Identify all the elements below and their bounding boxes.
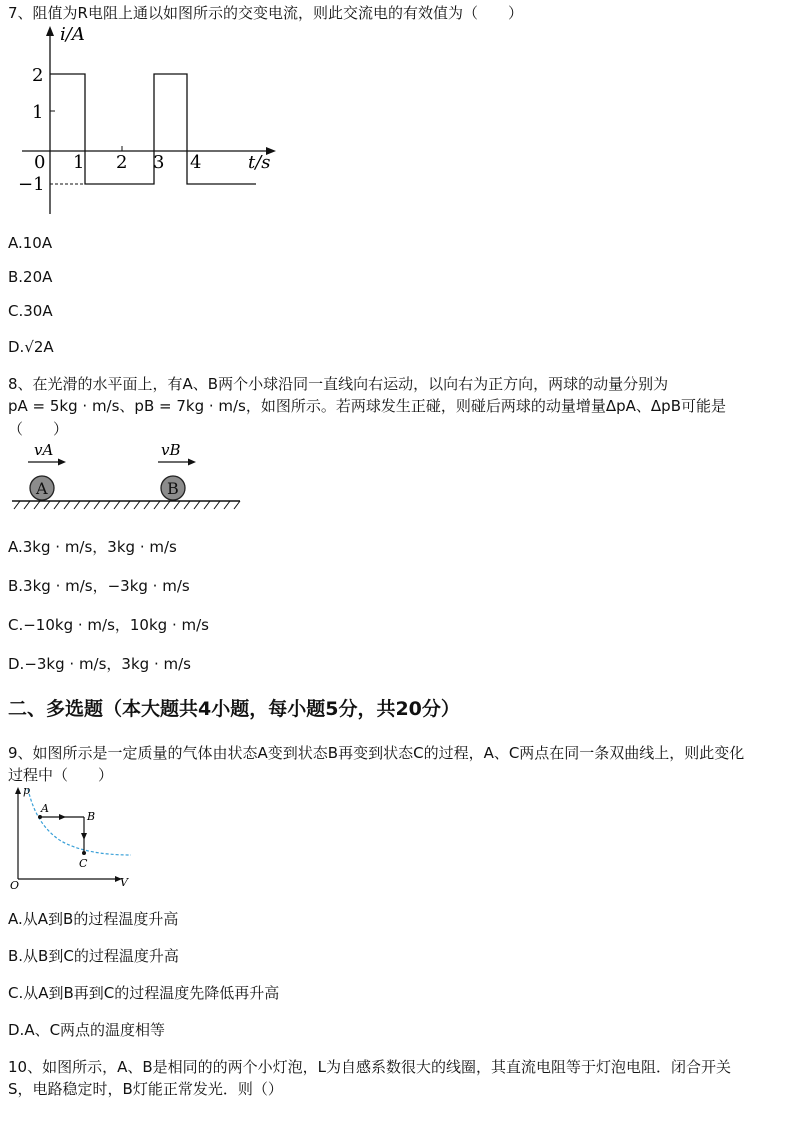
q10-stem-line2: S，电路稳定时，B灯能正常发光．则（）	[8, 1080, 283, 1098]
isotherm-curve	[28, 789, 131, 855]
q8-option-b: B.3kg · m/s，−3kg · m/s	[8, 577, 190, 595]
q9-stem-line1: 9、如图所示是一定质量的气体由状态A变到状态B再变到状态C的过程，A、C两点在同一条双曲线上，则此变化	[8, 744, 745, 762]
x-tick-4: 4	[190, 152, 202, 173]
q7-current-graph	[10, 22, 290, 222]
ball-a-label: A	[36, 479, 48, 498]
x-tick-1: 1	[73, 152, 85, 173]
y-axis-arrow	[46, 26, 54, 36]
q9-option-d: D.A、C两点的温度相等	[8, 1021, 166, 1039]
q7-option-d: D.√2A	[8, 338, 54, 356]
q9-pv-diagram	[6, 785, 136, 890]
x-axis-label: t/s	[248, 152, 271, 173]
velocity-b-label: vB	[161, 441, 181, 459]
point-b-label: B	[87, 810, 96, 823]
point-a-label: A	[41, 802, 49, 815]
point-c-label: C	[79, 857, 88, 870]
q8-stem-line1: 8、在光滑的水平面上，有A、B两个小球沿同一直线向右运动，以向右为正方向，两球的动量分别为	[8, 375, 669, 393]
ground-hatch	[14, 501, 240, 509]
origin-label: O	[10, 879, 20, 890]
q8-balls-figure	[10, 440, 246, 515]
velocity-a-label: vA	[34, 441, 54, 459]
q9-option-a: A.从A到B的过程温度升高	[8, 910, 179, 928]
p-axis-label: p	[23, 785, 31, 797]
y-axis-label: i/A	[60, 24, 85, 45]
q9-option-b: B.从B到C的过程温度升高	[8, 947, 179, 965]
x-tick-3: 3	[153, 152, 165, 173]
q7-stem: 7、阻值为R电阻上通以如图所示的交变电流，则此交流电的有效值为（ ）	[8, 4, 523, 22]
y-tick-2: 2	[32, 65, 44, 86]
q10-stem-line1: 10、如图所示，A、B是相同的的两个小灯泡，L为自感系数很大的线圈，其直流电阻等于灯泡电阻．闭合开关	[8, 1058, 732, 1076]
q8-stem-line3: （ ）	[8, 420, 69, 438]
q7-option-c: C.30A	[8, 302, 53, 320]
y-tick-neg1: −1	[18, 174, 45, 195]
section-heading: 二、多选题（本大题共4小题，每小题5分，共20分）	[8, 698, 460, 720]
q7-option-a: A.10A	[8, 234, 53, 252]
q7-option-b: B.20A	[8, 268, 53, 286]
v-axis-label: V	[120, 876, 128, 889]
q8-option-a: A.3kg · m/s，3kg · m/s	[8, 538, 177, 556]
ball-b-label: B	[167, 479, 179, 498]
q8-option-d: D.−3kg · m/s，3kg · m/s	[8, 655, 191, 673]
y-tick-1: 1	[32, 102, 44, 123]
x-tick-0: 0	[34, 152, 46, 173]
x-tick-2: 2	[116, 152, 128, 173]
point-c	[82, 851, 86, 855]
point-a	[38, 815, 42, 819]
q9-stem-line2: 过程中（ ）	[8, 766, 114, 784]
q9-option-c: C.从A到B再到C的过程温度先降低再升高	[8, 984, 280, 1002]
q8-stem-line2: pA = 5kg · m/s、pB = 7kg · m/s，如图所示。若两球发生正碰，则碰后两球的动量增量ΔpA、ΔpB可能是	[8, 397, 726, 415]
q8-option-c: C.−10kg · m/s，10kg · m/s	[8, 616, 209, 634]
